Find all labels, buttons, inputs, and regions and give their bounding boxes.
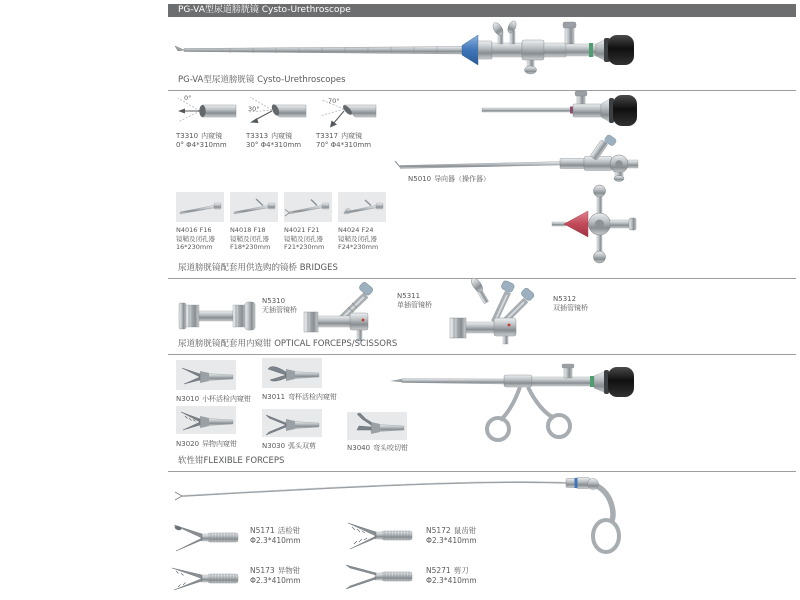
product-label-n5312 xyxy=(553,295,588,313)
product-code: N5172 xyxy=(426,526,451,535)
product-code: N3040 xyxy=(347,444,371,452)
optical-thumbnail-n3010 xyxy=(176,360,236,390)
flexible-jaw-n5172-illustration xyxy=(344,518,414,552)
flexible-scissors-n5271-illustration xyxy=(344,558,414,594)
sheath-n4021-illustration xyxy=(284,192,332,222)
product-name: 镜鞘及闭孔器 xyxy=(284,234,323,243)
product-code: N4021 F21 xyxy=(284,226,320,234)
product-name: 单插管镜桥 xyxy=(397,301,432,309)
section-heading-flexible xyxy=(168,456,796,472)
product-code: T3310 xyxy=(176,132,199,140)
guide-n5010-illustration xyxy=(392,140,640,180)
telescope-70deg-illustration xyxy=(316,94,378,130)
product-spec: Φ2.3*410mm xyxy=(250,536,301,545)
forceps-n3011-illustration xyxy=(262,358,322,388)
telescope-eyepiece-illustration xyxy=(480,90,640,132)
sheath-n4016-illustration xyxy=(176,192,224,222)
product-spec: 16*230mm xyxy=(176,243,213,251)
product-code: N4016 F16 xyxy=(176,226,212,234)
product-spec: 30° Φ4*310mm xyxy=(246,141,302,149)
product-name: 镜鞘及闭孔器 xyxy=(338,234,377,243)
optical-thumbnail-n3030 xyxy=(262,409,322,437)
product-label-n4018 xyxy=(230,226,270,252)
product-spec: Φ2.3*410mm xyxy=(426,536,477,545)
product-name: 剪刀 xyxy=(453,566,469,575)
telescope-item-t3317 xyxy=(316,94,382,150)
section-heading-optical xyxy=(168,339,796,355)
product-code: N5271 xyxy=(426,566,451,575)
product-name: 双插管镜桥 xyxy=(553,304,588,312)
product-label-n3010 xyxy=(176,395,251,404)
forceps-n3010-illustration xyxy=(176,360,236,390)
product-code: N4018 F18 xyxy=(230,226,266,234)
product-name: 鼠齿钳 xyxy=(453,526,477,535)
section-title: 软性钳FLEXIBLE FORCEPS xyxy=(178,456,285,466)
section-heading-bridges xyxy=(168,263,796,279)
product-name: 弯杯活检内窥钳 xyxy=(288,393,338,401)
flexible-jaw-n5171-illustration xyxy=(170,520,240,554)
product-label-n5271 xyxy=(426,566,477,586)
product-code: N3020 xyxy=(176,440,200,448)
product-code: N4024 F24 xyxy=(338,226,374,234)
product-name: 导向器（操作器） xyxy=(434,175,491,183)
sheath-thumbnail-n4021 xyxy=(284,192,332,222)
product-label-n4021 xyxy=(284,226,324,252)
sheath-thumbnail-n4016 xyxy=(176,192,224,222)
product-code: N5010 xyxy=(408,175,432,183)
product-label xyxy=(176,132,242,150)
angle-label: 70° xyxy=(328,97,340,105)
angle-label: 30° xyxy=(248,105,260,113)
sheath-red-seal-illustration xyxy=(552,182,640,266)
bridge-n5312-illustration xyxy=(448,278,550,344)
product-spec: F18*230mm xyxy=(230,243,271,251)
page-title: PG-VA型尿道膀胱镜 Cysto-Urethroscope xyxy=(178,5,351,15)
product-name: 内窥镜 xyxy=(271,132,293,140)
product-code: N3011 xyxy=(262,393,286,401)
product-name: 镜鞘及闭孔器 xyxy=(230,234,269,243)
bridge-n5310-illustration xyxy=(178,292,258,340)
product-label-n5311 xyxy=(397,292,432,310)
forceps-n3020-illustration xyxy=(176,406,236,434)
product-code: N5312 xyxy=(553,295,577,303)
section-title: 尿道膀胱镜配套用供选购的镜桥 BRIDGES xyxy=(178,263,338,273)
product-name: 内窥镜 xyxy=(341,132,363,140)
product-spec: 70° Φ4*310mm xyxy=(316,141,372,149)
product-name: 弯头咬切钳 xyxy=(373,444,409,452)
product-code: N5173 xyxy=(250,566,275,575)
sheath-thumbnail-n4018 xyxy=(230,192,278,222)
product-label-n3020 xyxy=(176,440,237,449)
sheath-n4018-illustration xyxy=(230,192,278,222)
product-code: T3317 xyxy=(316,132,339,140)
page-header xyxy=(168,4,796,17)
product-name: 异物内窥钳 xyxy=(202,440,238,448)
product-spec: Φ2.3*410mm xyxy=(426,576,477,585)
sheath-n4024-illustration xyxy=(338,192,386,222)
product-spec: Φ2.3*410mm xyxy=(250,576,301,585)
product-label-n3030 xyxy=(262,442,316,451)
optical-thumbnail-n3011 xyxy=(262,358,322,388)
product-label-n5171 xyxy=(250,526,301,546)
product-label-n3011 xyxy=(262,393,337,402)
product-name: 弧头双剪 xyxy=(288,442,317,450)
section-heading-scopes xyxy=(168,75,796,91)
product-code: N3030 xyxy=(262,442,286,450)
product-name: 无插管镜桥 xyxy=(262,306,297,314)
cysto-urethroscope-hero-illustration xyxy=(170,20,640,78)
product-label-n4024 xyxy=(338,226,378,252)
telescope-item-t3313 xyxy=(246,94,312,150)
optical-forceps-hero-illustration xyxy=(388,364,644,448)
product-spec: 0° Φ4*310mm xyxy=(176,141,227,149)
sheath-thumbnail-n4024 xyxy=(338,192,386,222)
product-name: 内窥镜 xyxy=(201,132,223,140)
flexible-jaw-n5173-illustration xyxy=(170,560,240,596)
section-title: PG-VA型尿道膀胱镜 Cysto-Urethroscopes xyxy=(178,75,346,85)
product-label-n5010 xyxy=(408,175,490,184)
product-name: 镜鞘及闭孔器 xyxy=(176,234,215,243)
product-code: N5171 xyxy=(250,526,275,535)
product-spec: F21*230mm xyxy=(284,243,325,251)
product-label-n5173 xyxy=(250,566,301,586)
product-name: 小杯活检内窥钳 xyxy=(202,395,252,403)
product-label xyxy=(246,132,312,150)
product-code: N5310 xyxy=(262,297,286,305)
product-spec: F24*230mm xyxy=(338,243,379,251)
product-code: N5311 xyxy=(397,292,421,300)
product-label-n4016 xyxy=(176,226,215,252)
section-title: 尿道膀胱镜配套用内窥钳 OPTICAL FORCEPS/SCISSORS xyxy=(178,339,398,349)
angle-label: 0° xyxy=(184,94,192,102)
bridge-n5311-illustration xyxy=(302,282,394,342)
scissors-n3030-illustration xyxy=(262,409,322,437)
product-code: N3010 xyxy=(176,395,200,403)
telescope-item-t3310 xyxy=(176,94,242,150)
product-label xyxy=(316,132,382,150)
product-label-n5310 xyxy=(262,297,297,315)
optical-thumbnail-n3020 xyxy=(176,406,236,434)
product-code: T3313 xyxy=(246,132,269,140)
product-name: 异物钳 xyxy=(277,566,301,575)
product-label-n5172 xyxy=(426,526,477,546)
product-name: 活检钳 xyxy=(277,526,301,535)
